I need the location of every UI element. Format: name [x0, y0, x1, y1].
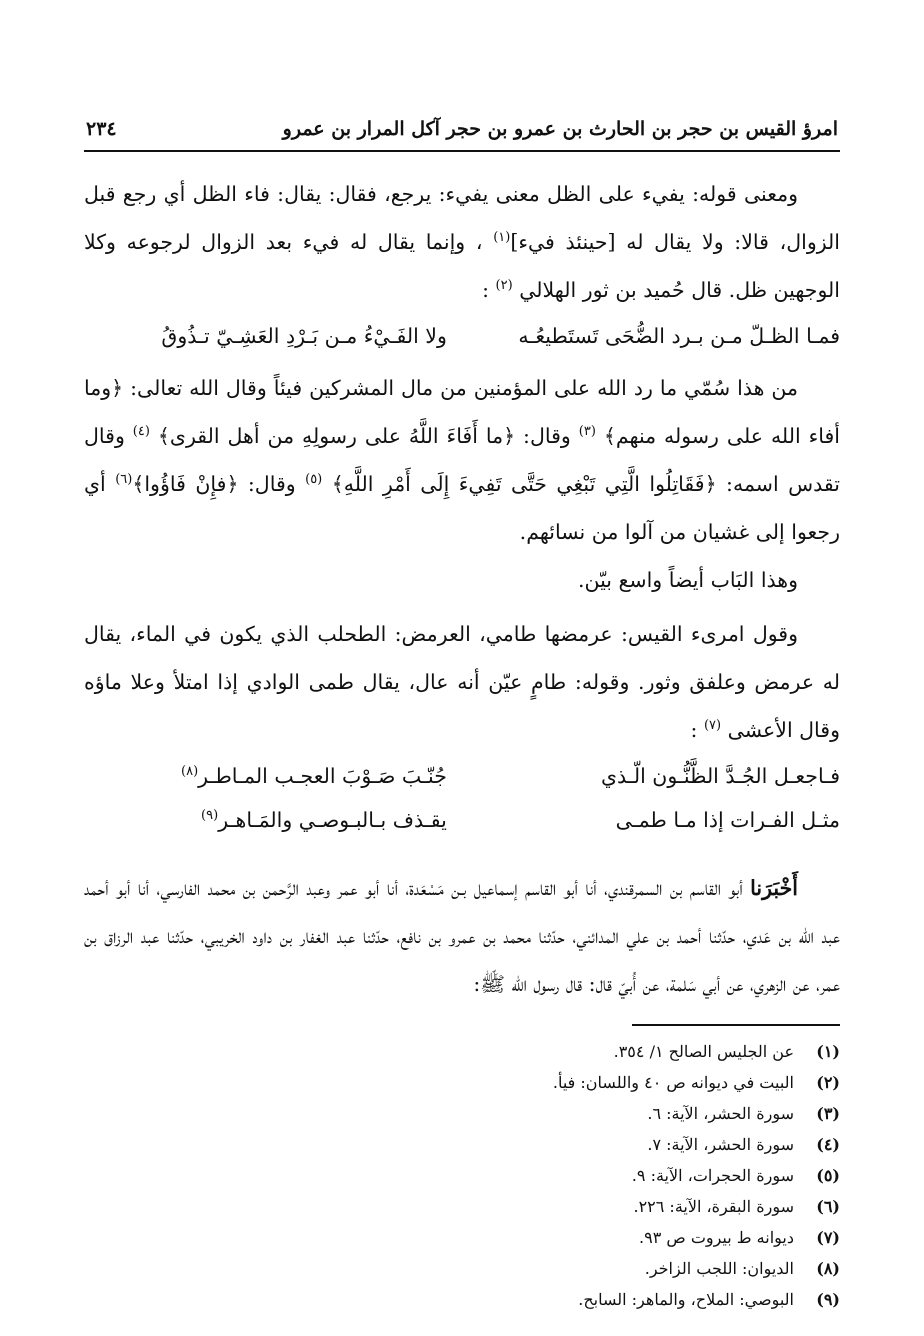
footnote-ref-8: (٨) — [181, 764, 199, 780]
verse-2-first-hemistich: فـاجعـل الجُـدَّ الظَّنُّـون الّـذي — [601, 764, 840, 788]
verse-1 — [84, 314, 840, 358]
footnote-text: عن الجليس الصالح ١/ ٣٥٤. — [613, 1042, 794, 1061]
paragraph-2-text-d: وقال: ﴿فإِنْ فَاؤُوا﴾ — [132, 472, 296, 496]
footnote-text: سورة الحشر، الآية: ٦. — [647, 1104, 794, 1123]
footnote-text: سورة الحجرات، الآية: ٩. — [631, 1166, 794, 1185]
footnote-divider — [632, 1024, 840, 1026]
footnote-item — [84, 1036, 840, 1067]
page-number: ٢٣٤ — [86, 118, 117, 140]
footnote-text: سورة البقرة، الآية: ٢٢٦. — [633, 1197, 794, 1216]
footnote-ref-2: (٢) — [495, 278, 513, 294]
paragraph-1-text-b: ، وإنما يقال له فيء بعد الزوال لرجوعه وكلا الوجهين ظل. قال حُميد بن ثور الهلالي — [84, 230, 840, 302]
paragraph-1-colon: : — [482, 278, 490, 302]
footnote-number: (١) — [816, 1042, 840, 1061]
page-header — [86, 112, 838, 146]
paragraph-4 — [84, 610, 840, 754]
paragraph-1-text: ومعنى قوله: يفيء على الظل معنى يفيء: يرجع، فقال: يقال: فاء الظل أي رجع قبل الزوال، قالا: ولا يقال له [حينئذ فيء] — [84, 182, 840, 254]
header-divider — [84, 150, 840, 152]
footnote-number: (٣) — [816, 1104, 840, 1123]
footnote-text: الديوان: اللجب الزاخر. — [644, 1259, 794, 1278]
paragraph-2-text-e: أي رجعوا إلى غشيان من آلوا من نسائهم. — [84, 472, 840, 544]
paragraph-2-text: من هذا سُمّي ما رد الله على المؤمنين من مال المشركين فيئاً وقال الله تعالى: ﴿وما أفاء الله على رسوله منهم﴾ — [84, 376, 840, 448]
footnote-ref-6: (٦) — [115, 472, 133, 488]
footnote-ref-5: (٥) — [305, 472, 323, 488]
paragraph-3: وهذا البَاب أيضاً واسع بيّن. — [577, 568, 798, 592]
footnote-text: البوصي: الملاح، والماهر: السابح. — [578, 1290, 794, 1309]
paragraph-5-lead: أَخْبَرَنا — [750, 876, 798, 900]
footnote-ref-1: (١) — [493, 230, 511, 246]
footnote-text: ديوانه ط بيروت ص ٩٣. — [639, 1228, 794, 1247]
paragraph-5 — [84, 864, 840, 1008]
verse-1-first-hemistich: فمـا الظـلّ مـن بـرد الضُّحَى تَستَطيعُـه — [518, 324, 840, 348]
footnote-ref-7: (٧) — [703, 718, 722, 734]
footnote-number: (٧) — [816, 1228, 840, 1247]
footnote-text: البيت في ديوانه ص ٤٠ واللسان: فيأ. — [552, 1073, 794, 1092]
paragraph-2-text-c: وقال تقدس اسمه: ﴿فَقَاتِلُوا الَّتِي تَبْغِي حَتَّى تَفِيءَ إِلَى أَمْرِ اللَّهِ﴾ — [84, 424, 840, 496]
footnote-item — [84, 1191, 840, 1222]
paragraph-2 — [84, 364, 840, 556]
verse-3 — [84, 798, 840, 842]
footnote-item — [84, 1129, 840, 1160]
footnote-text: سورة الحشر، الآية: ٧. — [647, 1135, 794, 1154]
footnote-ref-3: (٣) — [578, 424, 596, 440]
footnote-number: (٨) — [816, 1259, 840, 1278]
footnote-number: (٤) — [816, 1135, 840, 1154]
verse-2 — [84, 754, 840, 798]
paragraph-5-text: أبو القاسم بن السمرقندي، أنا أبو القاسم إسماعيل بـن مَسْعَدة، أنا أبو عمر وعبد الرَّحمن بن محمد الفارسي، أنا أبو أحمد عبد اللّه بن عَدي، حدّثنا أحمد بن علي المدائني، حدّثنا محمد بن عمرو بن نافع، حدّثنا عبد الغفار بن داود الخريبي، حدّثنا عبد الرزاق بن عمر، عن الزهري، عن أبي سَلمة، عن أُبيّ قال: قال رسول الله ﷺ: — [84, 876, 840, 996]
footnote-item — [84, 1284, 840, 1315]
paragraph-4-text: وقول امرىء القيس: عرمضها طامي، العرمض: الطحلب الذي يكون في الماء، يقال له عرمض وعلفق وثور. وقوله: طامٍ عيّن أنه عال، يقال طمى الوادي إذا امتلأ وعلا ماؤه وقال الأعشى — [84, 622, 840, 742]
footnote-item — [84, 1222, 840, 1253]
footnote-item — [84, 1253, 840, 1284]
verse-2-second-hemistich — [84, 754, 447, 798]
paragraph-4-colon: : — [690, 718, 698, 742]
footnote-number: (٥) — [816, 1166, 840, 1185]
footnote-number: (٢) — [816, 1073, 840, 1092]
footnote-number: (٦) — [816, 1197, 840, 1216]
footnote-ref-4: (٤) — [132, 424, 150, 440]
verse-2-second-text: جُنّـبَ صَـوْبَ العجـب المـاطـر — [198, 764, 447, 788]
verse-3-second-hemistich — [84, 798, 447, 842]
running-title: امرؤ القيس بن حجر بن الحارث بن عمرو بن حجر آكل المرار بن عمرو — [282, 118, 838, 140]
footnote-item — [84, 1067, 840, 1098]
footnote-item — [84, 1160, 840, 1191]
paragraph-2-text-b: وقال: ﴿ما أَفَاءَ اللَّهُ على رسولِهِ من أهل القرى﴾ — [157, 424, 571, 448]
main-text — [84, 170, 840, 1008]
footnote-item — [84, 1098, 840, 1129]
verse-3-second-text: يقـذف بـالبـوصـي والمَـاهـر — [218, 808, 447, 832]
paragraph-1 — [84, 170, 840, 314]
verse-1-second-hemistich: ولا الفَـيْءُ مـن بَـرْدِ العَشِـيّ تـذُوقُ — [161, 324, 447, 348]
verse-3-first-hemistich: مثـل الفـرات إذا مـا طمـى — [615, 808, 840, 832]
footnote-number: (٩) — [816, 1290, 840, 1309]
footnote-ref-9: (٩) — [201, 808, 219, 824]
footnotes — [84, 1036, 840, 1315]
